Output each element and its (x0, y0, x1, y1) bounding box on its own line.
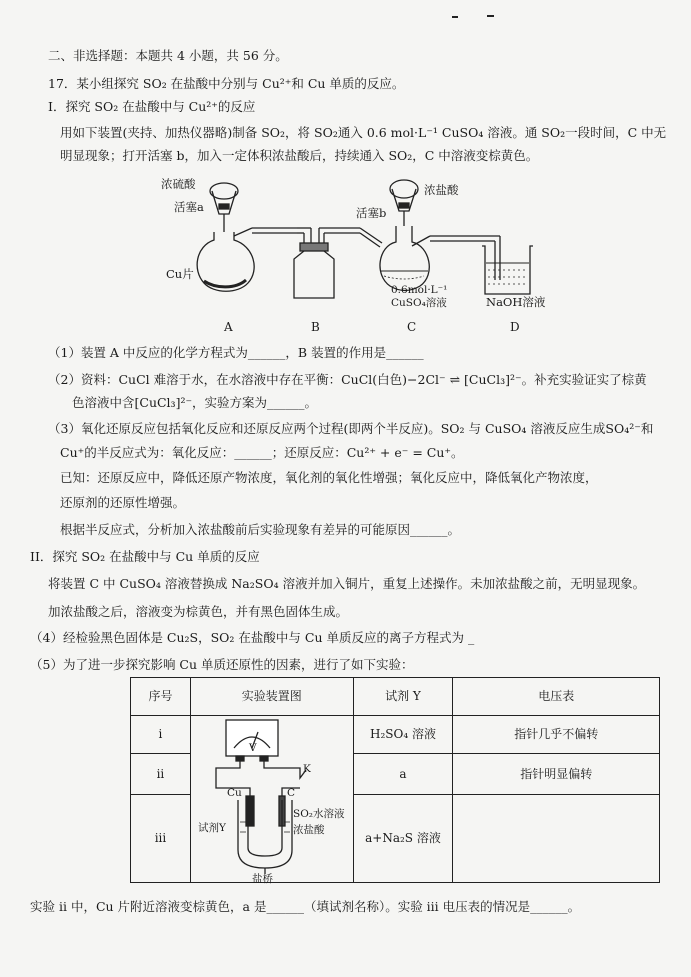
voltmeter (226, 720, 278, 761)
cu-electrode (246, 796, 254, 826)
part2-text: 加浓盐酸之后，溶液变为棕黄色，并有黑色固体生成。 (48, 604, 349, 619)
part1-text: 用如下装置(夹持、加热仪器略)制备 SO₂，将 SO₂通入 0.6 mol·L⁻¹ CuSO₄ 溶液。通 SO₂一段时间，C 中无 (60, 125, 667, 140)
question-3: Cu⁺的半反应式为：氧化反应：______；还原反应：Cu²⁺ + e⁻ = Cu⁺。 (60, 445, 464, 460)
caption-c: C (407, 320, 417, 334)
label-conc-hcl-cell: 浓盐酸 (293, 824, 325, 836)
label-cu-piece: Cu片 (166, 267, 194, 281)
part1-heading: I．探究 SO₂ 在盐酸中与 Cu²⁺的反应 (48, 99, 256, 114)
part1-text: 明显现象；打开活塞 b，加入一定体积浓盐酸后，持续通入 SO₂，C 中溶液变棕黄色。 (60, 148, 539, 163)
wire-right (264, 761, 306, 800)
label-switch-k: K (303, 763, 311, 775)
label-v: V (249, 742, 257, 754)
label-reagent-y: 试剂Y (198, 822, 226, 834)
question-2: 色溶液中含[CuCl₃]²⁻，实验方案为______。 (72, 395, 318, 410)
row-reagent: H₂SO₄ 溶液 (353, 716, 453, 754)
label-naoh: NaOH溶液 (486, 295, 546, 309)
label-so2-solution: SO₂水溶液 (293, 808, 345, 820)
header-apparatus: 实验装置图 (190, 678, 353, 716)
part2-text: 将装置 C 中 CuSO₄ 溶液替换成 Na₂SO₄ 溶液并加入铜片，重复上述操作。未加浓盐酸之前，无明显现象。 (48, 576, 646, 591)
caption-b: B (311, 320, 320, 334)
final-question: 实验 ii 中，Cu 片附近溶液变棕黄色，a 是______（填试剂名称）。实验 iii 电压表的情况是______。 (30, 899, 581, 914)
row-index: iii (131, 795, 191, 883)
question-2: （2）资料：CuCl 难溶于水，在水溶液中存在平衡：CuCl(白色)−2Cl⁻ ⇌ [CuCl₃]²⁻。补充实验证实了棕黄 (48, 372, 647, 387)
label-c: C (287, 787, 296, 799)
label-stopcock-b: 活塞b (356, 206, 387, 220)
question-4: （4）经检验黑色固体是 Cu₂S，SO₂ 在盐酸中与 Cu 单质反应的离子方程式为 _ (30, 630, 475, 645)
label-conc-sulfuric: 浓硫酸 (161, 177, 196, 191)
part2-heading: II．探究 SO₂ 在盐酸中与 Cu 单质的反应 (30, 549, 260, 564)
question-1: （1）装置 A 中反应的化学方程式为______，B 装置的作用是______ (48, 345, 424, 360)
question-3: 根据半反应式，分析加入浓盐酸前后实验现象有差异的可能原因______。 (60, 522, 461, 537)
question-3: （3）氧化还原反应包括氧化反应和还原反应两个过程(即两个半反应)。SO₂ 与 CuSO₄ 溶液反应生成SO₄²⁻和 (48, 421, 654, 436)
label-cu: Cu (227, 787, 242, 799)
label-cuso4-solution: CuSO₄溶液 (391, 297, 447, 309)
row-voltmeter: 指针明显偏转 (453, 754, 660, 795)
label-salt-bridge: 盐桥 (252, 873, 273, 885)
question-intro: 17．某小组探究 SO₂ 在盐酸中分别与 Cu²⁺和 Cu 单质的反应。 (48, 76, 405, 91)
section-heading: 二、非选择题：本题共 4 小题，共 56 分。 (48, 48, 288, 63)
question-3: 还原剂的还原性增强。 (60, 495, 186, 510)
header-index: 序号 (131, 678, 191, 716)
row-index: ii (131, 754, 191, 795)
caption-d: D (510, 320, 520, 334)
row-reagent: a (353, 754, 453, 795)
row-reagent: a+Na₂S 溶液 (353, 795, 453, 883)
question-5: （5）为了进一步探究影响 Cu 单质还原性的因素，进行了如下实验： (30, 657, 414, 672)
row-voltmeter: 指针几乎不偏转 (453, 716, 660, 754)
label-cuso4-concentration: 0.6mol·L⁻¹ (391, 284, 448, 296)
question-3: 已知：还原反应中，降低还原产物浓度，氧化剂的氧化性增强；氧化反应中，降低氧化产物浓度， (60, 470, 598, 485)
header-reagent: 试剂 Y (353, 678, 453, 716)
header-voltmeter: 电压表 (453, 678, 660, 716)
row-index: i (131, 716, 191, 754)
label-conc-hcl: 浓盐酸 (424, 183, 459, 197)
label-stopcock-a: 活塞a (174, 200, 204, 214)
caption-a: A (224, 320, 233, 334)
